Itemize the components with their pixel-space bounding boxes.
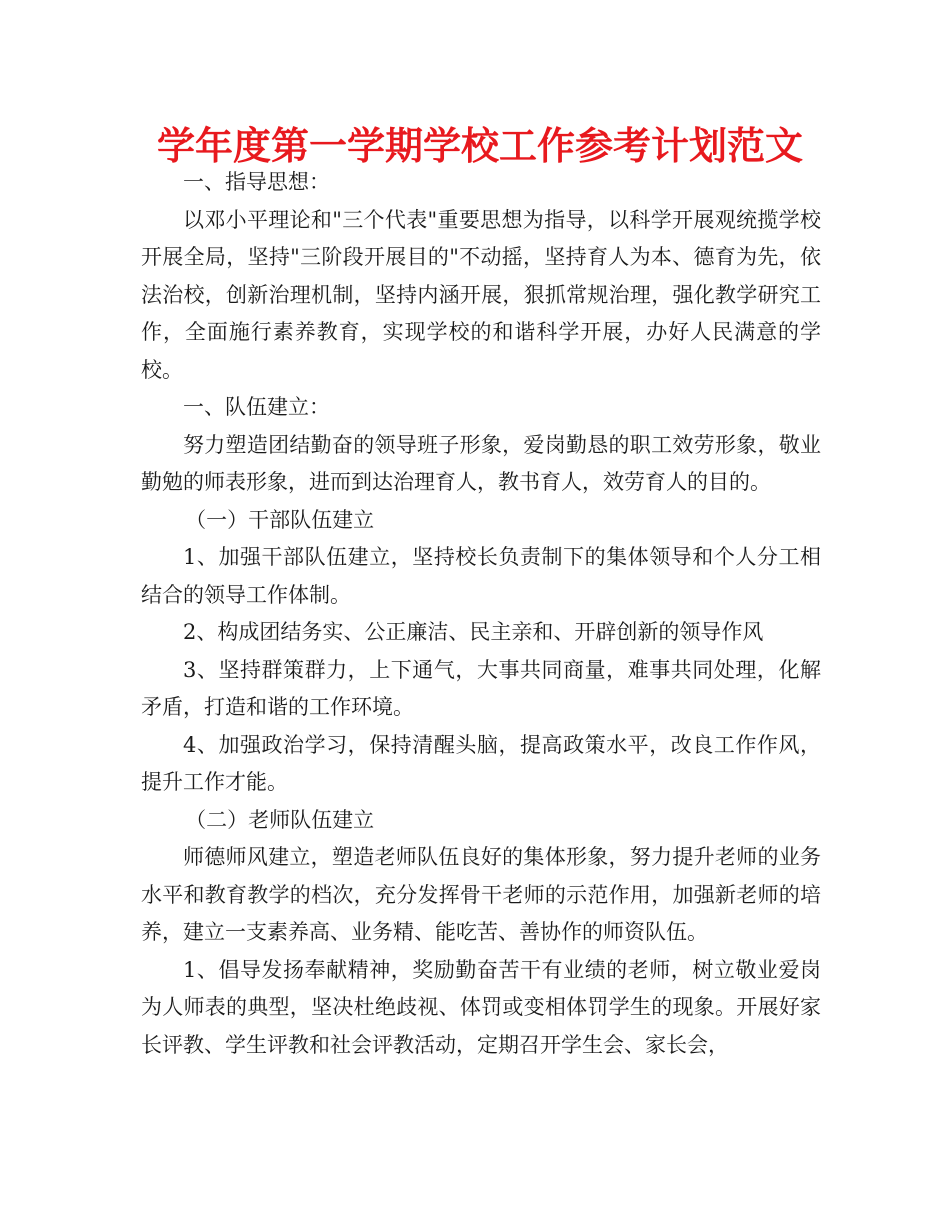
paragraph: 努力塑造团结勤奋的领导班子形象，爱岗勤恳的职工效劳形象，敬业勤勉的师表形象，进而到达治理育人，教书育人，效劳育人的目的。	[141, 432, 821, 494]
paragraph: 以邓小平理论和"三个代表"重要思想为指导，以科学开展观统揽学校开展全局，坚持"三阶段开展目的"不动摇，坚持育人为本、德育为先，依法治校，创新治理机制，坚持内涵开展，狠抓常规治理，强化教学研究工作，全面施行素养教育，实现学校的和谐科学开展，办好人民满意的学校。	[141, 207, 821, 382]
document-title: 学年度第一学期学校工作参考计划范文	[156, 123, 803, 168]
paragraph: 师德师风建立，塑造老师队伍良好的集体形象，努力提升老师的业务水平和教育教学的档次，充分发挥骨干老师的示范作用，加强新老师的培养，建立一支素养高、业务精、能吃苦、善协作的师资队伍。	[141, 845, 821, 944]
section-heading: 一、队伍建立：	[183, 395, 330, 419]
list-item: 1、倡导发扬奉献精神，奖励勤奋苦干有业绩的老师，树立敬业爱岗为人师表的典型，坚决杜绝歧视、体罚或变相体罚学生的现象。开展好家长评教、学生评教和社会评教活动，定期召开学生会、家长会，	[141, 957, 821, 1057]
subsection-heading: （二）老师队伍建立	[185, 807, 375, 832]
list-item: 3、坚持群策群力，上下通气，大事共同商量，难事共同处理，化解矛盾，打造和谐的工作环境。	[141, 657, 821, 719]
list-item: 4、加强政治学习，保持清醒头脑，提高政策水平，改良工作作风，提升工作才能。	[141, 732, 821, 794]
document-body	[141, 164, 821, 1064]
list-item: 2、构成团结务实、公正廉洁、民主亲和、开辟创新的领导作风	[183, 620, 764, 644]
subsection-heading: （一）干部队伍建立	[185, 507, 375, 532]
section-heading: 一、指导思想：	[183, 170, 330, 194]
list-item: 1、加强干部队伍建立，坚持校长负责制下的集体领导和个人分工相结合的领导工作体制。	[141, 545, 821, 607]
